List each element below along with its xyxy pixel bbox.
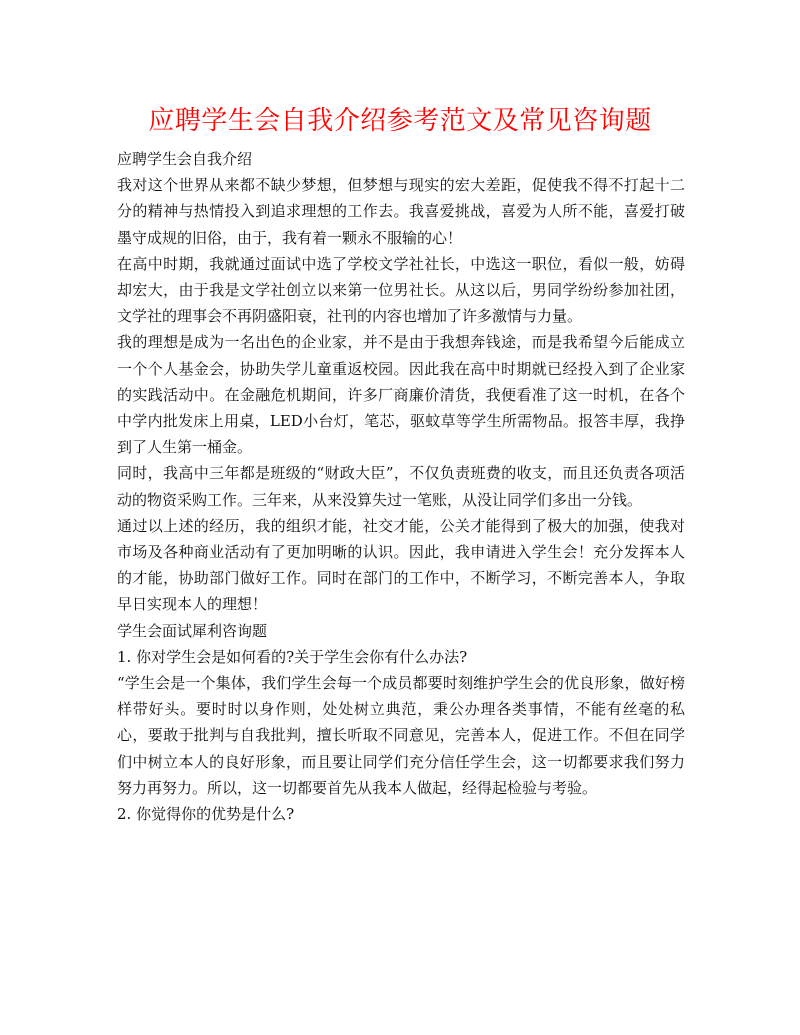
body-paragraph: 我对这个世界从来都不缺少梦想，但梦想与现实的宏大差距，促使我不得不打起十二分的精神与热情投入到追求理想的工作去。我喜爱挑战，喜爱为人所不能，喜爱打破墨守成规的旧俗，由于，我有着一颗永不服输的心！ (117, 176, 685, 247)
document-body (117, 146, 685, 827)
section-heading-interview-questions: 学生会面试犀利咨询题 (117, 621, 268, 640)
question-item: 1. 你对学生会是如何看的?关于学生会你有什么办法? (117, 647, 468, 666)
body-paragraph: 我的理想是成为一名出色的企业家，并不是由于我想奔钱途，而是我希望今后能成立一个个人基金会，协助失学儿童重返校园。因此我在高中时期就已经投入到了企业家的实践活动中。在金融危机期间，许多厂商廉价清货，我便看准了这一时机，在各个中学内批发床上用桌，LED小台灯，笔芯，驱蚊草等学生所需物品。报答丰厚，我挣到了人生第一桶金。 (117, 333, 685, 457)
body-paragraph: 同时，我高中三年都是班级的“财政大臣”，不仅负责班费的收支，而且还负责各项活动的物资采购工作。三年来，从来没算失过一笔账，从没让同学们多出一分钱。 (117, 464, 685, 509)
answer-paragraph: “学生会是一个集体，我们学生会每一个成员都要时刻维护学生会的优良形象，做好榜样带好头。要时时以身作则，处处树立典范，秉公办理各类事情，不能有丝毫的私心，要敢于批判与自我批判，擅长听取不同意见，完善本人，促进工作。不但在同学们中树立本人的良好形象，而且要让同学们充分信任学生会，这一切都要求我们努力努力再努力。所以，这一切都要首先从我本人做起，经得起检验与考验。 (117, 674, 685, 797)
document-title: 应聘学生会自我介绍参考范文及常见咨询题 (148, 106, 652, 136)
body-paragraph: 在高中时期，我就通过面试中选了学校文学社社长，中选这一职位，看似一般，妨碍却宏大，由于我是文学社创立以来第一位男社长。从这以后，男同学纷纷参加社团，文学社的理事会不再阴盛阳衰，社刊的内容也增加了许多激情与力量。 (117, 254, 685, 326)
body-paragraph: 通过以上述的经历，我的组织才能，社交才能，公关才能得到了极大的加强，使我对市场及各种商业活动有了更加明晰的认识。因此，我申请进入学生会！充分发挥本人的才能，协助部门做好工作。同时在部门的工作中，不断学习，不断完善本人，争取早日实现本人的理想！ (117, 516, 685, 614)
section-heading-self-intro: 应聘学生会自我介绍 (117, 150, 253, 168)
question-item: 2. 你觉得你的优势是什么? (117, 805, 295, 824)
